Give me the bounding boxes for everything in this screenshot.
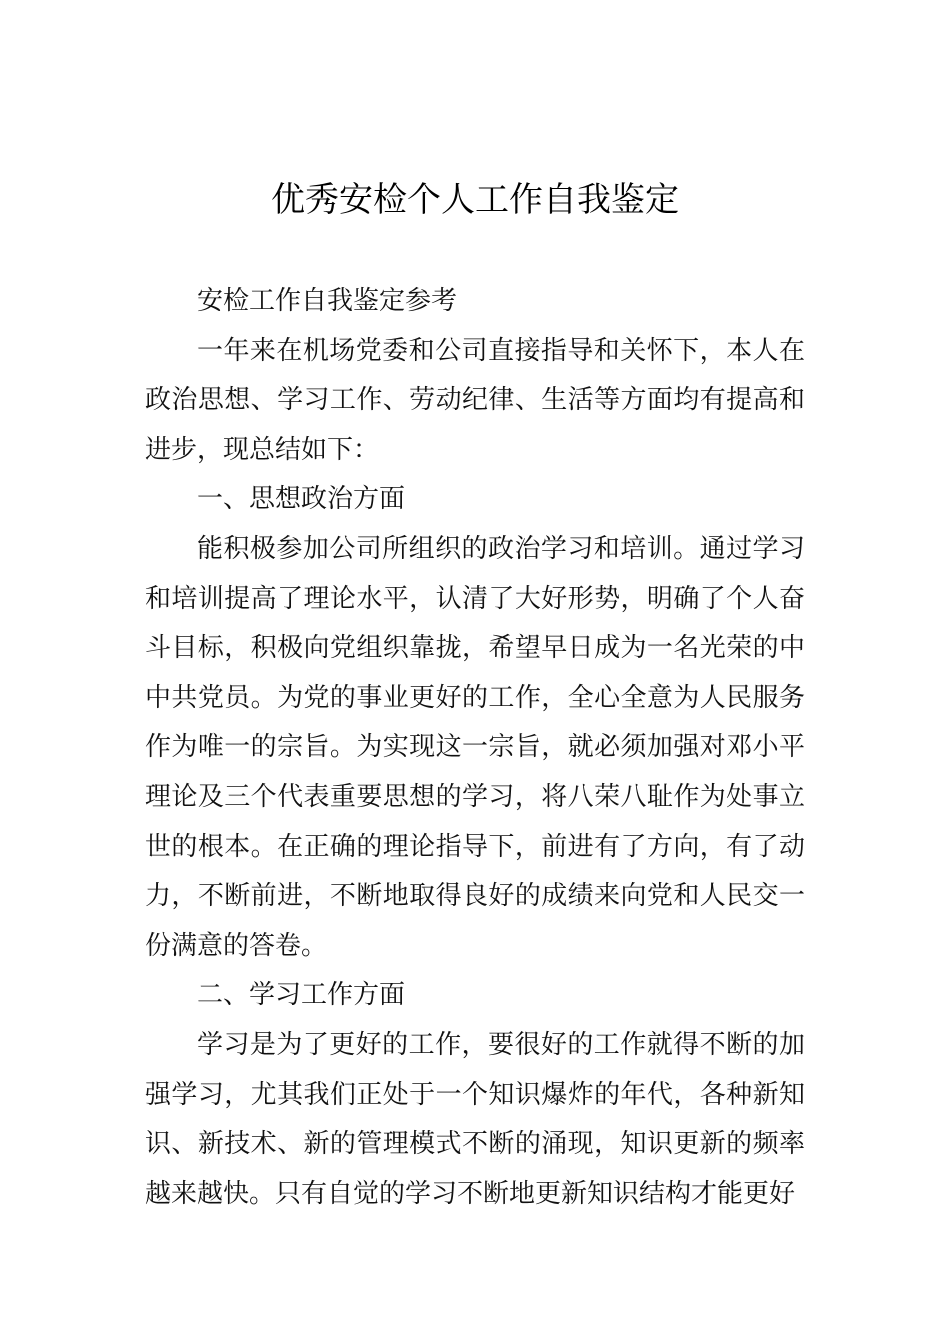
paragraph-subtitle: 安检工作自我鉴定参考 [197,286,458,316]
paragraph-section-1: 能积极参加公司所组织的政治学习和培训。通过学习和培训提高了理论水平，认清了大好形势，明确了个人奋斗目标，积极向党组织靠拢，希望早日成为一名光荣的中中共党员。为党的事业更好的工作，全心全意为人民服务作为唯一的宗旨。为实现这一宗旨，就必须加强对邓小平理论及三个代表重要思想的学习，将八荣八耻作为处事立世的根本。在正确的理论指导下，前进有了方向，有了动力，不断前进，不断地取得良好的成绩来向党和人民交一份满意的答卷。 [145,533,805,961]
document-title: 优秀安检个人工作自我鉴定 [271,180,679,220]
section-heading-1: 一、思想政治方面 [197,484,406,515]
paragraph-section-2: 学习是为了更好的工作，要很好的工作就得不断的加强学习，尤其我们正处于一个知识爆炸的年代，各种新知识、新技术、新的管理模式不断的涌现，知识更新的频率越来越快。只有自觉的学习不断地更新知识结构才能更好 [145,1029,805,1209]
document-body [145,277,805,1219]
section-heading-2: 二、学习工作方面 [197,980,406,1011]
paragraph-intro: 一年来在机场党委和公司直接指导和关怀下，本人在政治思想、学习工作、劳动纪律、生活等方面均有提高和进步，现总结如下： [145,335,805,465]
